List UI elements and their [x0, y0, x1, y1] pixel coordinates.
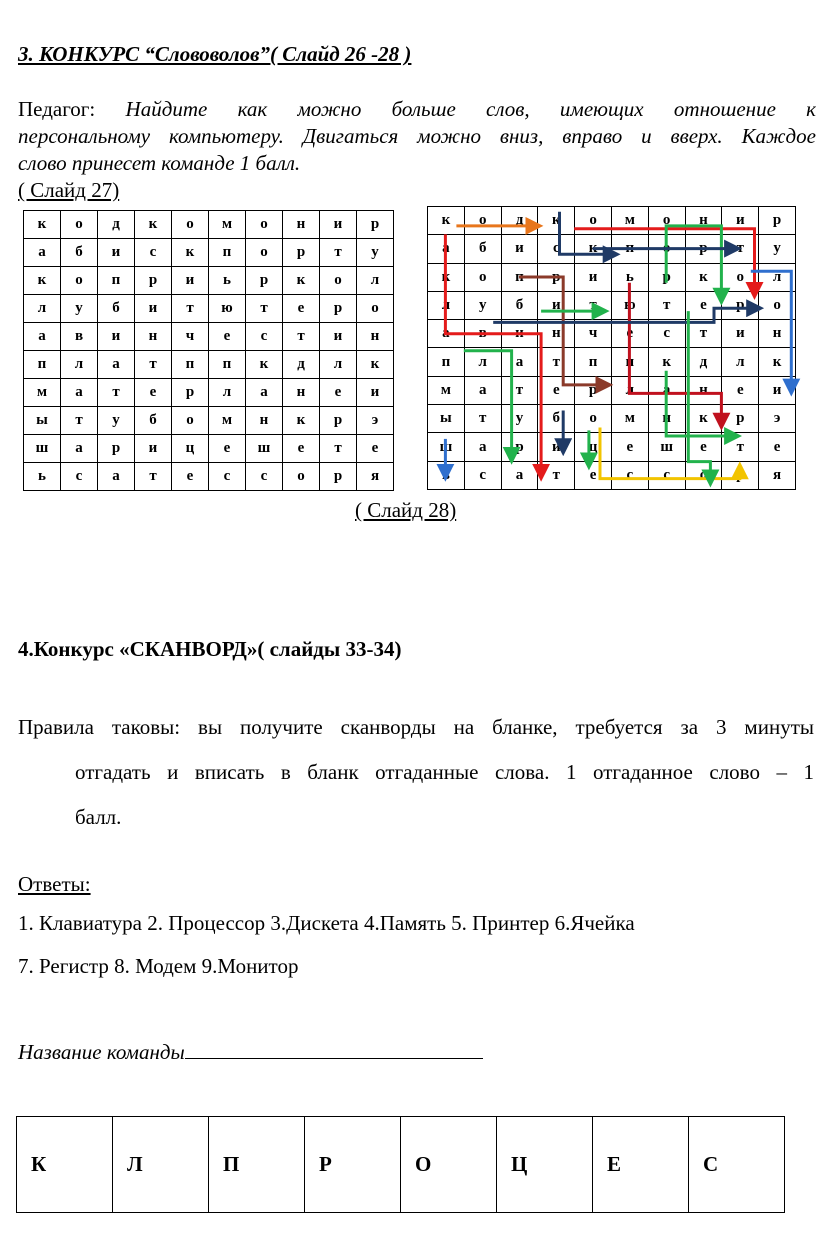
grid-cell: и	[98, 323, 135, 351]
grid-cell: л	[611, 376, 648, 404]
grid-cell: т	[98, 379, 135, 407]
grid-cell: л	[209, 379, 246, 407]
grid-cell: о	[61, 267, 98, 295]
grid-cell: о	[246, 239, 283, 267]
grid-cell: т	[246, 295, 283, 323]
grid-cell: к	[685, 405, 722, 433]
grid-cell: р	[320, 463, 357, 491]
grid-cell: б	[98, 295, 135, 323]
grid-cell: к	[283, 267, 320, 295]
grid-cell: е	[172, 463, 209, 491]
grid-cell: и	[135, 295, 172, 323]
grid-cell: о	[685, 461, 722, 489]
grid-cell: к	[575, 235, 612, 263]
grid-cell: е	[722, 376, 759, 404]
team-name-blank[interactable]	[185, 1038, 483, 1059]
grid-cell: л	[320, 351, 357, 379]
grid-cell: у	[98, 407, 135, 435]
teacher-label: Педагог:	[18, 97, 96, 121]
grid-cell: т	[538, 461, 575, 489]
task-line-3: слово принесет команде 1 балл.	[18, 151, 301, 175]
grid-cell: о	[61, 211, 98, 239]
grid-cell: а	[98, 351, 135, 379]
grid-cell: е	[357, 435, 394, 463]
answers-title: Ответы:	[18, 872, 91, 896]
grid-cell: у	[61, 295, 98, 323]
grid-cell: м	[209, 211, 246, 239]
grid-cell: д	[98, 211, 135, 239]
grid-cell: л	[464, 348, 501, 376]
grid-cell: т	[501, 376, 538, 404]
grid-cell: о	[464, 207, 501, 235]
grid-cell: е	[759, 433, 796, 461]
grid-cell: к	[428, 263, 465, 291]
grid-cell: т	[320, 239, 357, 267]
grid-cell: ч	[575, 320, 612, 348]
grid-cell: е	[685, 433, 722, 461]
grid-cell: к	[759, 348, 796, 376]
answers-line-2: 7. Регистр 8. Модем 9.Монитор	[18, 954, 299, 978]
grid-cell: е	[685, 291, 722, 319]
grid-cell: у	[759, 235, 796, 263]
grid-cell: у	[357, 239, 394, 267]
solution-arrow	[666, 226, 721, 300]
grid-cell: п	[611, 235, 648, 263]
grid-cell: ц	[172, 435, 209, 463]
grid-cell: и	[575, 263, 612, 291]
letter-cell: К	[17, 1117, 113, 1213]
grid-cell: а	[428, 320, 465, 348]
grid-cell: е	[611, 433, 648, 461]
team-name-field	[18, 1038, 483, 1065]
grid-cell: с	[538, 235, 575, 263]
grid-cell: и	[172, 267, 209, 295]
grid-cell: л	[759, 263, 796, 291]
grid-cell: ы	[428, 405, 465, 433]
grid-cell: п	[575, 348, 612, 376]
solution-arrow	[574, 229, 754, 294]
team-name-label: Название команды	[18, 1040, 185, 1064]
grid-row	[24, 379, 394, 407]
grid-cell: р	[246, 267, 283, 295]
grid-cell: н	[538, 320, 575, 348]
grid-cell: п	[501, 263, 538, 291]
grid-cell: р	[357, 211, 394, 239]
grid-cell: р	[575, 376, 612, 404]
grid-cell: ь	[428, 461, 465, 489]
grid-cell: о	[320, 267, 357, 295]
grid-cell: б	[135, 407, 172, 435]
grid-cell: т	[538, 348, 575, 376]
letter-cell: Е	[593, 1117, 689, 1213]
grid-cell: и	[501, 320, 538, 348]
grid-cell: и	[135, 435, 172, 463]
grid-cell: р	[283, 239, 320, 267]
grid-cell: н	[759, 320, 796, 348]
grid-cell: ь	[611, 263, 648, 291]
grid-cell: н	[246, 407, 283, 435]
grid-cell: я	[759, 461, 796, 489]
grid-cell: к	[648, 348, 685, 376]
grid-cell: к	[357, 351, 394, 379]
grid-cell: т	[135, 351, 172, 379]
solution-arrow	[464, 351, 512, 459]
grid-cell: е	[283, 295, 320, 323]
grid-cell: о	[172, 407, 209, 435]
grid-cell: о	[575, 405, 612, 433]
grid-cell: ь	[209, 267, 246, 295]
grid-cell: а	[501, 348, 538, 376]
grid-cell: д	[685, 348, 722, 376]
grid-cell: э	[759, 405, 796, 433]
grid-cell: р	[722, 461, 759, 489]
grid-cell: и	[320, 323, 357, 351]
task-text-1: Найдите как можно больше слов, имеющих отношение к	[125, 97, 816, 121]
letters-row	[17, 1117, 785, 1213]
grid-cell: м	[209, 407, 246, 435]
letter-cell: Л	[113, 1117, 209, 1213]
task-paragraph	[18, 96, 816, 177]
grid-cell: а	[501, 461, 538, 489]
grid-cell: к	[135, 211, 172, 239]
grid-cell: л	[24, 295, 61, 323]
slide-28-label: ( Слайд 28)	[355, 498, 457, 522]
grid-cell: б	[501, 291, 538, 319]
grid-cell: с	[209, 463, 246, 491]
grid-cell: ь	[24, 463, 61, 491]
grid-cell: к	[428, 207, 465, 235]
grid-row	[24, 407, 394, 435]
grid-cell: м	[24, 379, 61, 407]
grid-cell: р	[320, 295, 357, 323]
grid-cell: к	[283, 407, 320, 435]
letter-cell: О	[401, 1117, 497, 1213]
grid-cell: н	[283, 211, 320, 239]
letter-cell: Р	[305, 1117, 401, 1213]
grid-cell: ц	[575, 433, 612, 461]
grid-cell: к	[685, 263, 722, 291]
grid-cell: э	[357, 407, 394, 435]
grid-cell: о	[759, 291, 796, 319]
grid-cell: о	[648, 235, 685, 263]
grid-cell: т	[135, 463, 172, 491]
word-grid-slide-27	[23, 210, 394, 491]
grid-cell: р	[722, 405, 759, 433]
grid-cell: т	[685, 320, 722, 348]
grid-cell: ш	[24, 435, 61, 463]
grid-cell: в	[61, 323, 98, 351]
grid-cell: и	[722, 320, 759, 348]
grid-cell: с	[246, 463, 283, 491]
grid-cell: о	[575, 207, 612, 235]
grid-cell: р	[320, 407, 357, 435]
grid-cell: н	[648, 405, 685, 433]
grid-row	[24, 435, 394, 463]
grid-row	[24, 351, 394, 379]
section-4-title: 4.Конкурс «СКАНВОРД»( слайды 33-34)	[18, 637, 402, 661]
grid-cell: н	[283, 379, 320, 407]
grid-cell: т	[648, 291, 685, 319]
solution-arrow	[688, 311, 710, 481]
grid-cell: о	[648, 207, 685, 235]
grid-cell: т	[283, 323, 320, 351]
grid-cell: с	[648, 461, 685, 489]
grid-row	[24, 463, 394, 491]
grid-row	[24, 295, 394, 323]
solution-arrow	[751, 271, 792, 390]
grid-cell: к	[538, 207, 575, 235]
letter-cell: П	[209, 1117, 305, 1213]
section-3-title: 3. КОНКУРС “Слововолов”( Слайд 26 -28 )	[18, 42, 412, 66]
rules-line-1: Правила таковы: вы получите сканворды на бланке, требуется за 3 минуты	[18, 715, 814, 739]
answers-line-1: 1. Клавиатура 2. Процессор 3.Дискета 4.Память 5. Принтер 6.Ячейка	[18, 911, 635, 935]
grid-cell: и	[357, 379, 394, 407]
grid-cell: т	[61, 407, 98, 435]
grid-cell: а	[24, 239, 61, 267]
grid-cell: о	[464, 263, 501, 291]
grid-cell: н	[135, 323, 172, 351]
grid-cell: с	[61, 463, 98, 491]
grid-cell: л	[428, 291, 465, 319]
solution-arrow	[666, 371, 736, 436]
grid-cell: у	[501, 405, 538, 433]
grid-cell: а	[246, 379, 283, 407]
grid-cell: о	[172, 211, 209, 239]
grid-cell: н	[357, 323, 394, 351]
grid-cell: а	[428, 235, 465, 263]
grid-cell: с	[648, 320, 685, 348]
grid-cell: ш	[428, 433, 465, 461]
grid-cell: е	[538, 376, 575, 404]
grid-cell: о	[283, 463, 320, 491]
grid-cell: и	[722, 207, 759, 235]
grid-cell: р	[722, 291, 759, 319]
grid-cell: л	[357, 267, 394, 295]
grid-cell: с	[246, 323, 283, 351]
grid-cell: е	[283, 435, 320, 463]
grid-cell: т	[320, 435, 357, 463]
grid-cell: ю	[209, 295, 246, 323]
grid-cell: б	[538, 405, 575, 433]
grid-cell: м	[611, 207, 648, 235]
letter-cell: Ц	[497, 1117, 593, 1213]
grid-cell: а	[98, 463, 135, 491]
grid-cell: д	[501, 207, 538, 235]
grid-cell: т	[464, 405, 501, 433]
grid-cell: а	[464, 433, 501, 461]
grid-row	[24, 323, 394, 351]
grid-cell: у	[464, 291, 501, 319]
grid-cell: ю	[611, 291, 648, 319]
grid-cell: п	[98, 267, 135, 295]
grid-cell: р	[685, 235, 722, 263]
grid-cell: т	[172, 295, 209, 323]
solution-arrow	[493, 308, 758, 322]
grid-cell: т	[722, 235, 759, 263]
grid-cell: а	[464, 376, 501, 404]
grid-cell: и	[759, 376, 796, 404]
grid-row	[24, 239, 394, 267]
grid-cell: л	[722, 348, 759, 376]
grid-cell: л	[61, 351, 98, 379]
grid-cell: и	[538, 433, 575, 461]
grid-cell: к	[246, 351, 283, 379]
grid-cell: м	[611, 405, 648, 433]
grid-cell: е	[209, 435, 246, 463]
grid-cell: к	[24, 267, 61, 295]
rules-line-2: отгадать и вписать в бланк отгаданные слова. 1 отгаданное слово – 1	[75, 760, 814, 784]
letters-table	[16, 1116, 785, 1213]
grid-cell: я	[357, 463, 394, 491]
grid-row	[24, 211, 394, 239]
grid-cell: б	[61, 239, 98, 267]
grid-cell: а	[61, 379, 98, 407]
grid-cell: и	[98, 239, 135, 267]
grid-cell: с	[611, 461, 648, 489]
grid-cell: р	[501, 433, 538, 461]
grid-cell: п	[24, 351, 61, 379]
grid-cell: р	[172, 379, 209, 407]
grid-cell: ш	[648, 433, 685, 461]
grid-row	[24, 267, 394, 295]
grid-cell: н	[685, 376, 722, 404]
grid-cell: е	[320, 379, 357, 407]
grid-cell: п	[209, 239, 246, 267]
letter-cell: С	[689, 1117, 785, 1213]
grid-cell: р	[538, 263, 575, 291]
grid-cell: к	[24, 211, 61, 239]
grid-cell: д	[283, 351, 320, 379]
grid-cell: р	[759, 207, 796, 235]
solution-arrow	[629, 283, 721, 425]
grid-cell: с	[135, 239, 172, 267]
grid-cell: т	[722, 433, 759, 461]
grid-cell: п	[611, 348, 648, 376]
grid-cell: к	[172, 239, 209, 267]
grid-cell: о	[246, 211, 283, 239]
grid-cell: р	[98, 435, 135, 463]
slide-27-label: ( Слайд 27)	[18, 178, 120, 202]
rules-paragraph	[18, 705, 814, 840]
solution-arrow	[519, 277, 607, 385]
grid-cell: а	[24, 323, 61, 351]
grid-cell: е	[611, 320, 648, 348]
grid-cell: е	[209, 323, 246, 351]
grid-cell: ш	[246, 435, 283, 463]
rules-line-3: балл.	[75, 805, 122, 829]
grid-cell: и	[501, 235, 538, 263]
grid-cell: о	[357, 295, 394, 323]
grid-cell: п	[209, 351, 246, 379]
grid-cell: а	[61, 435, 98, 463]
grid-cell: с	[464, 461, 501, 489]
grid-cell: ы	[24, 407, 61, 435]
task-line-2: персональному компьютеру. Двигаться можно вниз, вправо и вверх. Каждое	[18, 124, 816, 148]
grid-cell: р	[135, 267, 172, 295]
grid-cell: е	[135, 379, 172, 407]
grid-cell: р	[648, 263, 685, 291]
grid-cell: о	[722, 263, 759, 291]
task-line-1	[18, 96, 816, 123]
grid-cell: н	[685, 207, 722, 235]
grid-cell: ч	[172, 323, 209, 351]
solution-arrows	[427, 206, 795, 490]
grid-cell: п	[428, 348, 465, 376]
grid-cell: и	[538, 291, 575, 319]
grid-cell: м	[428, 376, 465, 404]
grid-cell: е	[575, 461, 612, 489]
grid-cell: в	[464, 320, 501, 348]
grid-cell: п	[172, 351, 209, 379]
grid-cell: б	[464, 235, 501, 263]
grid-cell: а	[648, 376, 685, 404]
solution-arrow	[445, 234, 541, 475]
grid-cell: т	[575, 291, 612, 319]
grid-cell: и	[320, 211, 357, 239]
